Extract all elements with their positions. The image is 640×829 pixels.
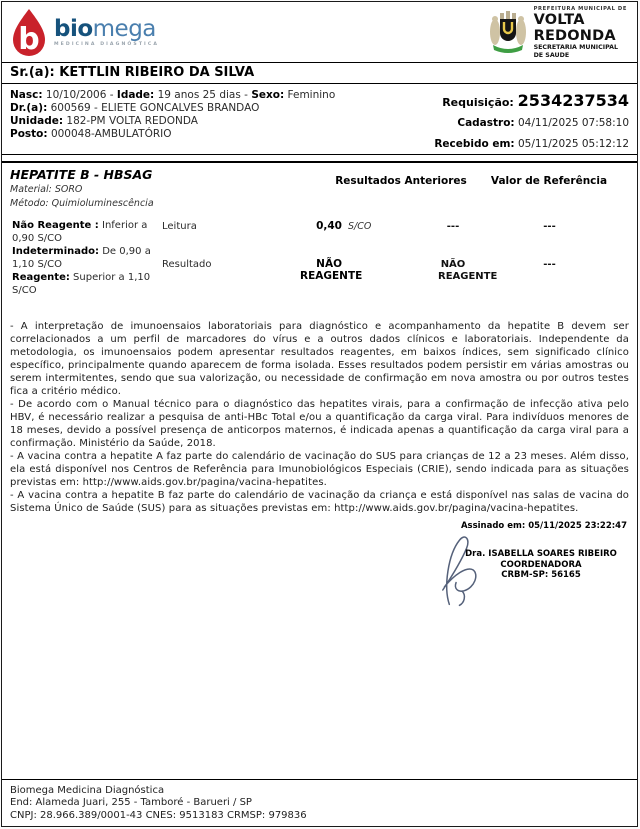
exam-title-block bbox=[10, 167, 334, 210]
cadastro-line bbox=[434, 117, 629, 129]
biomega-droplet-icon bbox=[10, 8, 48, 58]
nasc-value: 10/10/2006 bbox=[45, 89, 107, 101]
recebido-value: 05/11/2025 05:12:12 bbox=[517, 138, 629, 150]
leitura-value: 0,40 bbox=[316, 220, 342, 232]
patient-birth-line bbox=[10, 89, 335, 102]
exam-material-line bbox=[10, 184, 334, 196]
ref-ind-value: De 0,90 a 1,10 S/CO bbox=[12, 246, 151, 270]
dr-label: Dr.(a): bbox=[10, 102, 48, 114]
sexo-value: Feminino bbox=[287, 89, 336, 101]
biomega-mega-text: mega bbox=[92, 16, 156, 43]
reference-values bbox=[10, 219, 162, 297]
idade-label: Idade: bbox=[116, 89, 155, 101]
cadastro-label: Cadastro: bbox=[457, 117, 515, 129]
separator: - bbox=[109, 89, 114, 101]
svg-text:b: b bbox=[18, 22, 40, 57]
prefeitura-redonda: REDONDA bbox=[533, 27, 616, 44]
metodo-value: Quimioluminescência bbox=[51, 198, 154, 209]
doctor-name: Dra. ISABELLA SOARES RIBEIRO bbox=[465, 549, 617, 559]
signed-at-value: 05/11/2025 23:22:47 bbox=[528, 521, 627, 531]
resultado-previous-1: NÃO REAGENTE bbox=[438, 258, 498, 282]
idade-value: 19 anos 25 dias bbox=[157, 89, 241, 101]
material-value: SORO bbox=[54, 184, 83, 195]
ref-nr-value: Inferior a 0,90 S/CO bbox=[12, 220, 148, 244]
biomega-bio-text: bio bbox=[54, 16, 93, 43]
note-paragraph-3: - A vacina contra a hepatite A faz parte do calendário de vacinação do SUS para crianças de 12 a 23 meses. Além disso, ela está disponível nos Centros de Referência para Imunobiológicos Especiais (CRIE), sendo indicada para as situações previstas em: http://www.aids.gov.br/pagina/vacina-hepatites. bbox=[10, 451, 629, 488]
responsible-doctor-block bbox=[461, 549, 621, 581]
footer-company: Biomega Medicina Diagnóstica bbox=[10, 784, 165, 796]
footer-registries: CNPJ: 28.966.389/0001-43 CNES: 9513183 CRMSP: 979836 bbox=[10, 809, 307, 821]
patient-details bbox=[2, 84, 637, 155]
patient-name-bar: Sr.(a): KETTLIN RIBEIRO DA SILVA bbox=[2, 62, 637, 84]
posto-label: Posto: bbox=[10, 128, 48, 140]
unidade-value: 182-PM VOLTA REDONDA bbox=[66, 115, 198, 127]
doctor-registry: CRBM-SP: 56165 bbox=[501, 570, 581, 580]
note-paragraph-2: - De acordo com o Manual técnico para o diagnóstico das hepatites virais, para a confirmação de infecção ativa pelo HBV, é necessário realizar a pesquisa de anti-HBc Total e/ou a quantificação da carga viral. Para indivíduos menores de 18 meses, devido a possível presença de anticorpos maternos, é indicada apenas a quantificação da carga viral para a confirmação. Ministério da Saúde, 2018. bbox=[10, 399, 629, 449]
doctor-role: COORDENADORA bbox=[500, 559, 582, 570]
prefeitura-secretaria: SECRETARIA MUNICIPAL bbox=[533, 43, 619, 51]
exam-box bbox=[2, 161, 637, 779]
requisicao-label: Requisição: bbox=[442, 96, 514, 109]
biomega-tagline: MEDICINA DIAGNÓSTICA bbox=[54, 42, 159, 48]
requisition-block bbox=[434, 89, 629, 148]
resultado-unit-empty bbox=[342, 257, 438, 298]
resultado-label: Resultado bbox=[162, 258, 212, 270]
note-paragraph-1: - A interpretação de imunoensaios laboratoriais para diagnóstico e acompanhamento da hepatite B devem ser correlacionados a um perfil de marcadores do vírus e a outros dados clínicos e laboratoriais. Independente da metodologia, os imunoensaios podem apresentar resultados reagentes, em baixos índices, sem significado clínico específico, principalmente quando aparecem de forma isolada. Esses resultados podem persistir em várias amostras ou serem intermitentes, sendo que sua valorização, ou necessidade de confirmação em nova amostra ou por outros testes fica a critério médico. bbox=[10, 321, 629, 397]
material-label: Material: bbox=[10, 184, 52, 195]
previous-results-header: Resultados Anteriores bbox=[335, 175, 467, 187]
unidade-label: Unidade: bbox=[10, 115, 64, 127]
prefeitura-logo bbox=[487, 7, 627, 59]
patient-details-left bbox=[10, 89, 335, 148]
signed-at-line bbox=[461, 521, 627, 531]
resultado-value: NÃO REAGENTE bbox=[300, 257, 363, 282]
requisition-line bbox=[434, 91, 629, 110]
leitura-unit: S/CO bbox=[348, 221, 372, 232]
note-paragraph-4: - A vacina contra a hepatite B faz parte do calendário de vacinação da criança e está disponível nas salas de vacina do Sistema Único de Saúde (SUS) para as situações previstas em: http://www.aids.gov.br/pagina/vacina-hepatites. bbox=[10, 490, 629, 514]
lab-footer bbox=[2, 779, 637, 827]
prefeitura-volta: VOLTA bbox=[533, 12, 585, 29]
results-table bbox=[10, 219, 629, 297]
exam-title: HEPATITE B - HBSAG bbox=[10, 167, 153, 182]
biomega-wordmark bbox=[54, 18, 159, 48]
sexo-label: Sexo: bbox=[251, 89, 285, 101]
nasc-label: Nasc: bbox=[10, 89, 43, 101]
leitura-previous-2: --- bbox=[543, 221, 556, 232]
exam-header bbox=[10, 167, 629, 210]
volta-redonda-coat-of-arms-icon bbox=[487, 10, 529, 56]
posto-value: 000048-AMBULATÓRIO bbox=[50, 128, 172, 140]
biomega-logo bbox=[10, 8, 159, 58]
prefeitura-text bbox=[534, 7, 627, 59]
ref-nr-label: Não Reagente : bbox=[12, 220, 99, 231]
cadastro-value: 04/11/2025 07:58:10 bbox=[517, 117, 629, 129]
signature-area bbox=[10, 519, 629, 639]
metodo-label: Método: bbox=[10, 198, 49, 209]
prefeitura-line1: PREFEITURA MUNICIPAL DE bbox=[533, 6, 627, 13]
post-line bbox=[10, 128, 335, 141]
leitura-label: Leitura bbox=[162, 221, 197, 232]
ref-r-label: Reagente: bbox=[12, 272, 70, 283]
resultado-previous-2: --- bbox=[543, 258, 556, 270]
lab-report-page bbox=[1, 1, 638, 827]
recebido-line bbox=[434, 138, 629, 150]
footer-address: End: Alameda Juari, 255 - Tamboré - Barueri / SP bbox=[10, 797, 252, 808]
requisicao-value: 2534237534 bbox=[517, 91, 629, 110]
reference-indeterminado bbox=[12, 245, 162, 271]
reference-reagente bbox=[12, 271, 162, 297]
unit-line bbox=[10, 115, 335, 128]
doctor-line bbox=[10, 102, 335, 115]
separator: - bbox=[244, 89, 248, 101]
prefeitura-saude: DE SAUDE bbox=[533, 51, 570, 59]
signed-at-label: Assinado em: bbox=[460, 521, 526, 531]
leitura-previous-1: --- bbox=[446, 221, 460, 232]
ref-ind-label: Indeterminado: bbox=[12, 246, 100, 257]
interpretive-notes bbox=[10, 320, 629, 515]
exam-method-line bbox=[10, 198, 334, 210]
recebido-label: Recebido em: bbox=[434, 138, 515, 150]
reference-nao-reagente bbox=[12, 219, 162, 245]
ref-r-value: Superior a 1,10 S/CO bbox=[12, 272, 151, 296]
reference-value-header: Valor de Referência bbox=[490, 175, 608, 187]
report-header bbox=[2, 2, 637, 62]
dr-value: 600569 - ELIETE GONCALVES BRANDAO bbox=[50, 102, 260, 114]
